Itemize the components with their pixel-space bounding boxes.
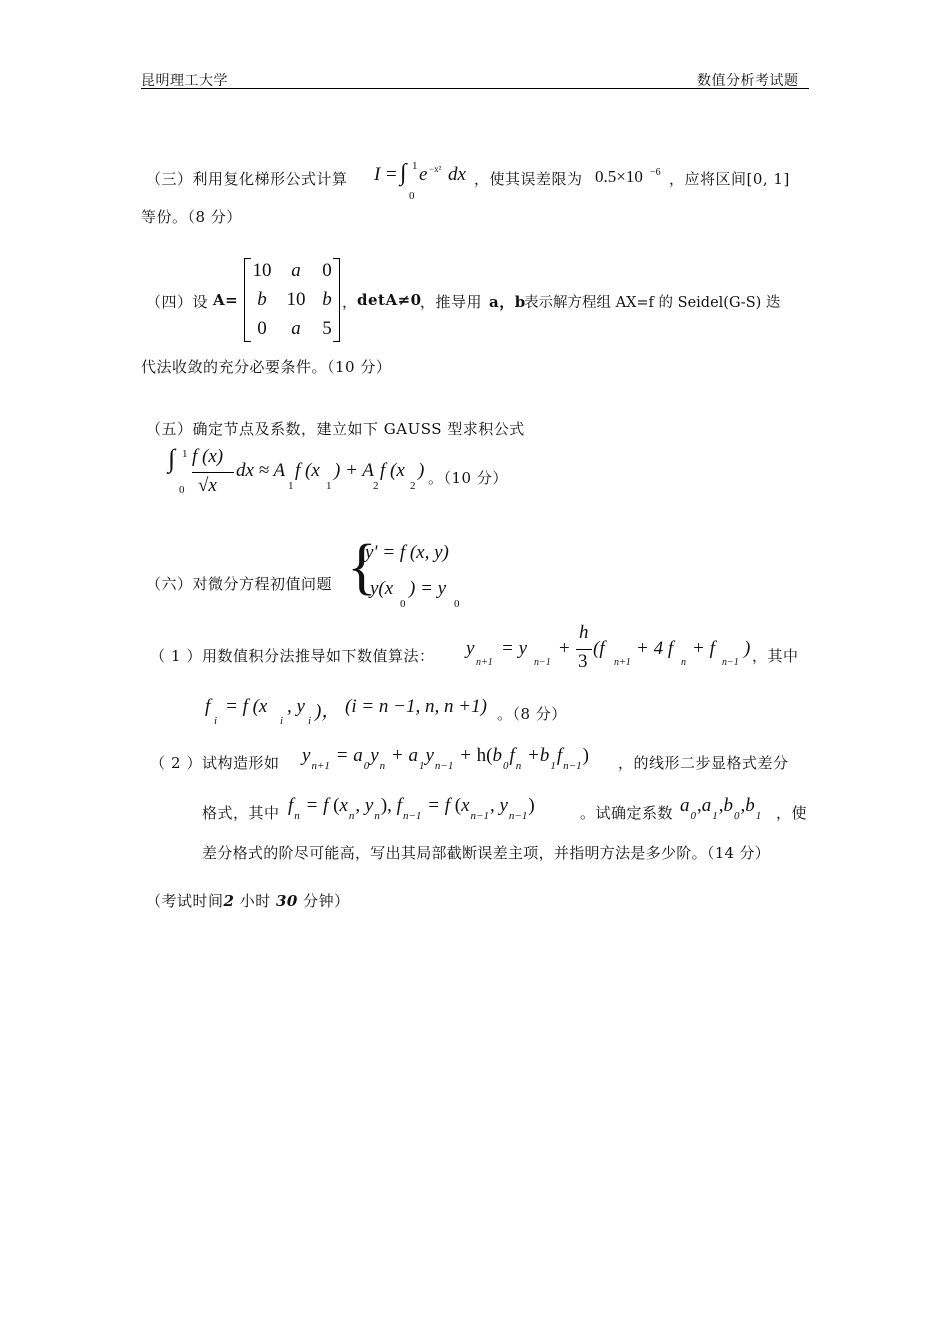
matrix-cell: 10: [286, 289, 306, 310]
q5-close: ): [418, 460, 425, 481]
p1-plus: +: [559, 638, 570, 659]
p2-label: （2）: [150, 754, 208, 772]
exam-time-c: 小时: [234, 892, 276, 910]
p2-coef-a: a: [680, 795, 690, 816]
p1-score: 。（8 分）: [497, 705, 567, 723]
q5-upper: 1: [182, 448, 188, 460]
matrix-cell: 5: [322, 318, 332, 339]
q4-line2: 代法收敛的充分必要条件。（10 分）: [141, 358, 392, 376]
q5-score: 。（10 分）: [428, 469, 508, 487]
p1-4f: + 4 f: [636, 638, 674, 659]
exam-time-minutes: 30: [276, 892, 298, 910]
p1-fraction-bar: [576, 649, 592, 650]
p1-range: (i = n −1, n, n +1): [345, 696, 487, 717]
p1-sub-np1b: n+1: [614, 657, 631, 668]
p1-three: 3: [578, 651, 588, 672]
p1-xi-sub: i: [280, 715, 284, 727]
q5-formula: [168, 444, 608, 504]
q5-sub2: 2: [373, 480, 379, 492]
p2-fn-formula: $f_n = f$ ($x_n$, $y_n$), $f_{n-1} = f$ ($x_{n-1}$, $y_{n-1}$): [288, 795, 535, 822]
p1-sub-nm1b: n−1: [722, 657, 739, 668]
q3-dx: dx: [448, 164, 466, 185]
matrix-cell: a: [291, 318, 301, 339]
q5-integral-sign: ∫: [168, 444, 176, 473]
p1-paren: (f: [593, 638, 605, 659]
q3-exp: −x²: [429, 164, 442, 174]
q4-mid: ，推导用: [420, 293, 483, 311]
q3-I: I: [374, 164, 381, 185]
q6-eq2-sub-y: 0: [454, 598, 460, 610]
p2-tail: ，的线形二步显格式差分: [618, 754, 789, 772]
p2-line3: 差分格式的阶尽可能高，写出其局部截断误差主项，并指明方法是多少阶。（14 分）: [202, 844, 771, 862]
q6-eq2a: y(x: [370, 578, 394, 599]
p2-coefficients: $a_0,a_1,b_0,b_1$: [680, 795, 762, 822]
p1-label: （1）: [150, 647, 208, 665]
p1-y: y: [466, 638, 475, 659]
matrix-cell: b: [322, 289, 332, 310]
q3-err-exp: −6: [650, 167, 661, 178]
q5-denominator: √x: [198, 475, 217, 496]
q3-upper: 1: [412, 160, 418, 172]
p1-sub-n: n: [681, 657, 686, 668]
header-right: 数值分析考试题: [697, 73, 799, 89]
q5-lower: 0: [179, 484, 185, 496]
q4-A: A=: [213, 291, 239, 309]
q5-f1-sub: 1: [326, 480, 332, 492]
q4-ab: a，b: [489, 293, 526, 311]
p1-yi-close: )，: [315, 701, 341, 722]
q5-rhs: dx ≈ A: [236, 460, 286, 481]
matrix-cell: 0: [257, 318, 267, 339]
q6-eq2-sub: 0: [400, 598, 406, 610]
q3-label: （三）利用复化梯形公式计算: [146, 170, 348, 188]
p1-h: h: [579, 622, 589, 643]
q3-tail: ，应将区间[0, 1]: [669, 170, 790, 188]
exam-time-e: 分钟）: [297, 892, 350, 910]
q3-line2: 等份。（8 分）: [141, 208, 242, 226]
p1-pf: + f: [692, 638, 715, 659]
p2-formula: $y_{n+1} = a_0y_n + a_1y_{n-1} + h(b_0f_n +b_1f_{n-1})$: [302, 745, 589, 772]
p2-text: 试构造形如: [202, 754, 280, 772]
p1-formula: [466, 620, 766, 680]
p1-sub-nm1: n−1: [534, 657, 551, 668]
matrix-cell: a: [291, 260, 301, 281]
exam-time-a: （考试时间: [146, 892, 224, 910]
q5-sub1: 1: [288, 480, 294, 492]
q6-eq1: y' = f (x, y): [365, 542, 449, 563]
q6-brace: {: [347, 533, 377, 601]
q3-integral-sign: ∫: [400, 160, 407, 186]
q3-lower: 0: [409, 190, 415, 202]
p2-line2-a: 格式，其中: [202, 804, 280, 822]
matrix-cell: b: [257, 289, 267, 310]
p1-line2: [205, 696, 605, 732]
q3-mid: ，使其误差限为: [474, 170, 583, 188]
header-left: 昆明理工大学: [141, 73, 228, 89]
q6-eq2b: ) = y: [409, 578, 447, 599]
p1-rp: ): [744, 638, 751, 659]
q5-line1: （五）确定节点及系数，建立如下 GAUSS 型求积公式: [146, 420, 525, 438]
q4-tail: 表示解方程组 AX=f 的 Seidel(G-S) 迭: [524, 295, 781, 311]
q5-plus: ) + A: [334, 460, 374, 481]
q4-label: （四）设: [146, 293, 209, 311]
matrix-cell: 10: [252, 260, 272, 281]
p2-y: y: [302, 745, 311, 766]
q3-err: 0.5×10: [595, 167, 643, 186]
p2-line2-b: 。试确定系数: [580, 804, 674, 822]
exam-time-hours: 2: [223, 892, 235, 910]
q4-det: detA≠0: [357, 291, 422, 309]
p1-eq: = y: [501, 638, 528, 659]
q3-eq: =: [386, 164, 397, 185]
p1-tail: ，其中: [752, 647, 799, 665]
q5-f2-sub: 2: [410, 480, 416, 492]
q6-label: （六）对微分方程初值问题: [146, 575, 333, 593]
p1-fi-eq: = f (x: [225, 696, 268, 717]
q3-e: e: [419, 164, 428, 185]
p1-fi: f: [205, 696, 211, 717]
q5-f2: f (x: [380, 460, 405, 481]
exam-time-note: [146, 890, 350, 911]
p1-yi-sub: i: [308, 715, 312, 727]
p1-fi-sub: i: [214, 715, 218, 727]
header-divider: [141, 88, 809, 89]
q5-fraction-bar: [192, 472, 234, 473]
p1-sub-np1: n+1: [476, 657, 493, 668]
q4-sep: ，: [342, 293, 358, 311]
p1-yi: , y: [287, 696, 305, 717]
q5-f1: f (x: [295, 460, 320, 481]
p2-line2-c: ，使: [776, 804, 808, 822]
matrix-cell: 0: [322, 260, 332, 281]
p1-text: 用数值积分法推导如下数值算法：: [202, 647, 435, 665]
q5-numerator: f (x): [192, 446, 224, 467]
